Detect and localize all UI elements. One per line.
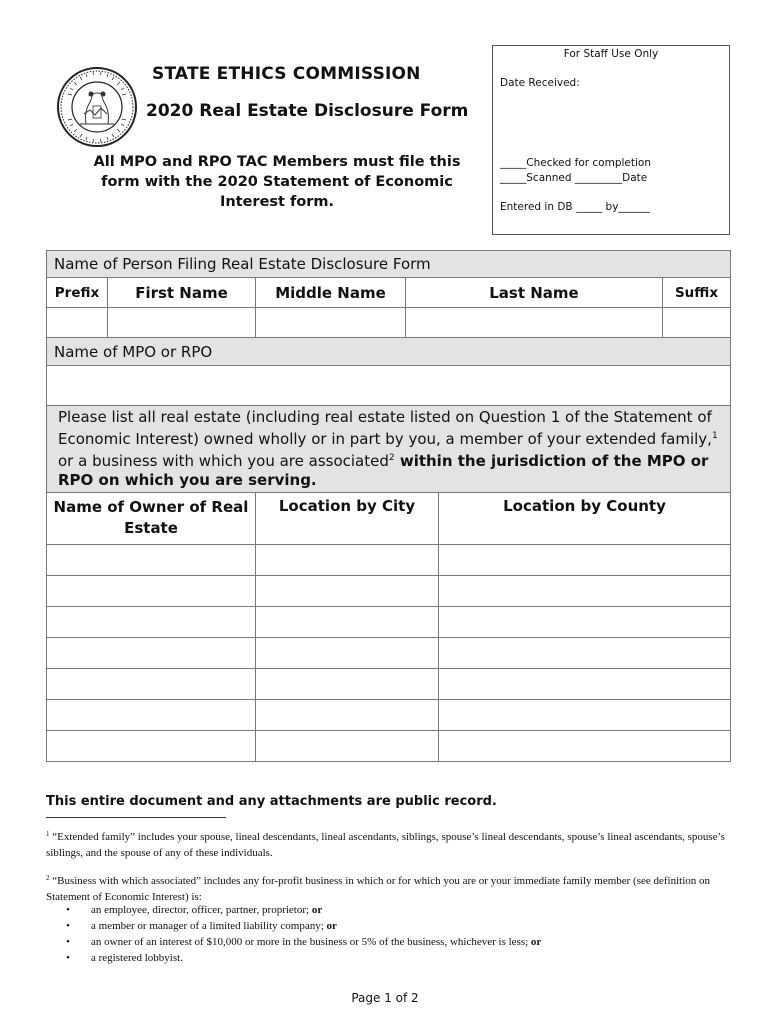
table-row [47, 545, 731, 576]
instruction-jurisdiction: within the jurisdiction of the MPO or RPO on which you are serving. [58, 452, 709, 489]
footnote-1-text: “Extended family” includes your spouse, lineal descendants, lineal ascendants, siblings, spouse’s lineal descendants, spouse’s lineal ascendants, spouse’s siblings, and the spouse of any of these individuals. [46, 831, 725, 859]
table-row [47, 638, 731, 669]
city-cell[interactable] [256, 638, 439, 669]
disclosure-form-table [46, 250, 731, 762]
county-cell[interactable] [439, 576, 731, 607]
bullet-icon: • [66, 920, 70, 932]
footnote-2-bullets [66, 902, 541, 966]
city-cell[interactable] [256, 545, 439, 576]
table-row [47, 731, 731, 762]
bullet-text: an owner of an interest of $10,000 or more in the business or 5% of the business, whichever is less; [91, 936, 531, 948]
bullet-text: a member or manager of a limited liability company; [91, 920, 327, 932]
instruction-text: Please list all real estate (including real estate listed on Question 1 of the Statement of Economic Interest) owned wholly or in part by you, a member of your extended family, [58, 408, 712, 448]
county-cell[interactable] [439, 700, 731, 731]
owner-cell[interactable] [47, 545, 256, 576]
middle-name-field[interactable] [256, 308, 406, 338]
suffix-field[interactable] [663, 308, 731, 338]
footnote-2-number: 2 [46, 874, 50, 882]
bullet-text: an employee, director, officer, partner, proprietor; [91, 904, 312, 916]
page-number: Page 1 of 2 [351, 991, 419, 1005]
suffix-header: Suffix [663, 278, 731, 308]
county-header: Location by County [439, 493, 731, 545]
table-row [47, 669, 731, 700]
owner-cell[interactable] [47, 638, 256, 669]
owner-cell[interactable] [47, 607, 256, 638]
city-cell[interactable] [256, 576, 439, 607]
real-estate-instruction [47, 406, 731, 493]
first-name-field[interactable] [108, 308, 256, 338]
city-cell[interactable] [256, 700, 439, 731]
footnote-1 [46, 826, 736, 861]
checked-line: _____Checked for completion [500, 157, 651, 169]
scanned-line: _____Scanned _________Date [500, 172, 648, 184]
county-cell[interactable] [439, 607, 731, 638]
entered-db-line: Entered in DB _____ by______ [500, 201, 650, 213]
footnote-divider [46, 817, 226, 818]
commission-title: STATE ETHICS COMMISSION [152, 64, 421, 84]
county-cell[interactable] [439, 669, 731, 700]
last-name-field[interactable] [406, 308, 663, 338]
owner-cell[interactable] [47, 731, 256, 762]
table-row [47, 700, 731, 731]
county-cell[interactable] [439, 545, 731, 576]
prefix-header: Prefix [47, 278, 108, 308]
city-cell[interactable] [256, 669, 439, 700]
list-item [66, 902, 541, 918]
county-cell[interactable] [439, 638, 731, 669]
list-item [66, 950, 541, 966]
owner-cell[interactable] [47, 700, 256, 731]
bullet-icon: • [66, 936, 70, 948]
table-row [47, 607, 731, 638]
first-name-header: First Name [108, 278, 256, 308]
county-cell[interactable] [439, 731, 731, 762]
middle-name-header: Middle Name [256, 278, 406, 308]
staff-box-title: For Staff Use Only [563, 48, 659, 60]
filer-section-label: Name of Person Filing Real Estate Disclosure Form [47, 251, 731, 278]
footnote-2-text: “Business with which associated” includes any for-profit business in which or for which you are or your immediate family member (see definition on Statement of Economic Interest) is: [46, 875, 711, 903]
form-title: 2020 Real Estate Disclosure Form [146, 101, 469, 121]
public-record-note: This entire document and any attachments are public record. [46, 794, 497, 809]
list-item [66, 918, 541, 934]
instruction-text-middle: or a business with which you are associated [58, 452, 389, 470]
mpo-section-label: Name of MPO or RPO [47, 338, 731, 366]
city-cell[interactable] [256, 607, 439, 638]
filing-instruction: All MPO and RPO TAC Members must file this form with the 2020 Statement of Economic Interest form. [93, 154, 461, 210]
last-name-header: Last Name [406, 278, 663, 308]
table-row [47, 576, 731, 607]
owner-name-header: Name of Owner of Real Estate [47, 493, 256, 545]
owner-cell[interactable] [47, 576, 256, 607]
city-header: Location by City [256, 493, 439, 545]
owner-cell[interactable] [47, 669, 256, 700]
city-cell[interactable] [256, 731, 439, 762]
footnote-ref-2: 2 [388, 453, 395, 463]
footnote-1-number: 1 [46, 830, 50, 838]
prefix-field[interactable] [47, 308, 108, 338]
state-seal-logo [56, 66, 138, 148]
footnote-2 [46, 870, 736, 905]
bullet-text: a registered lobbyist. [91, 952, 183, 964]
staff-use-box [492, 45, 730, 235]
list-item [66, 934, 541, 950]
bullet-or: or [311, 904, 323, 916]
date-received-label: Date Received: [500, 77, 580, 89]
bullet-icon: • [66, 952, 70, 964]
footnote-ref-1: 1 [711, 431, 718, 441]
bullet-or: or [326, 920, 337, 932]
mpo-rpo-field[interactable] [47, 366, 731, 406]
bullet-or: or [530, 936, 542, 948]
bullet-icon: • [66, 904, 70, 916]
